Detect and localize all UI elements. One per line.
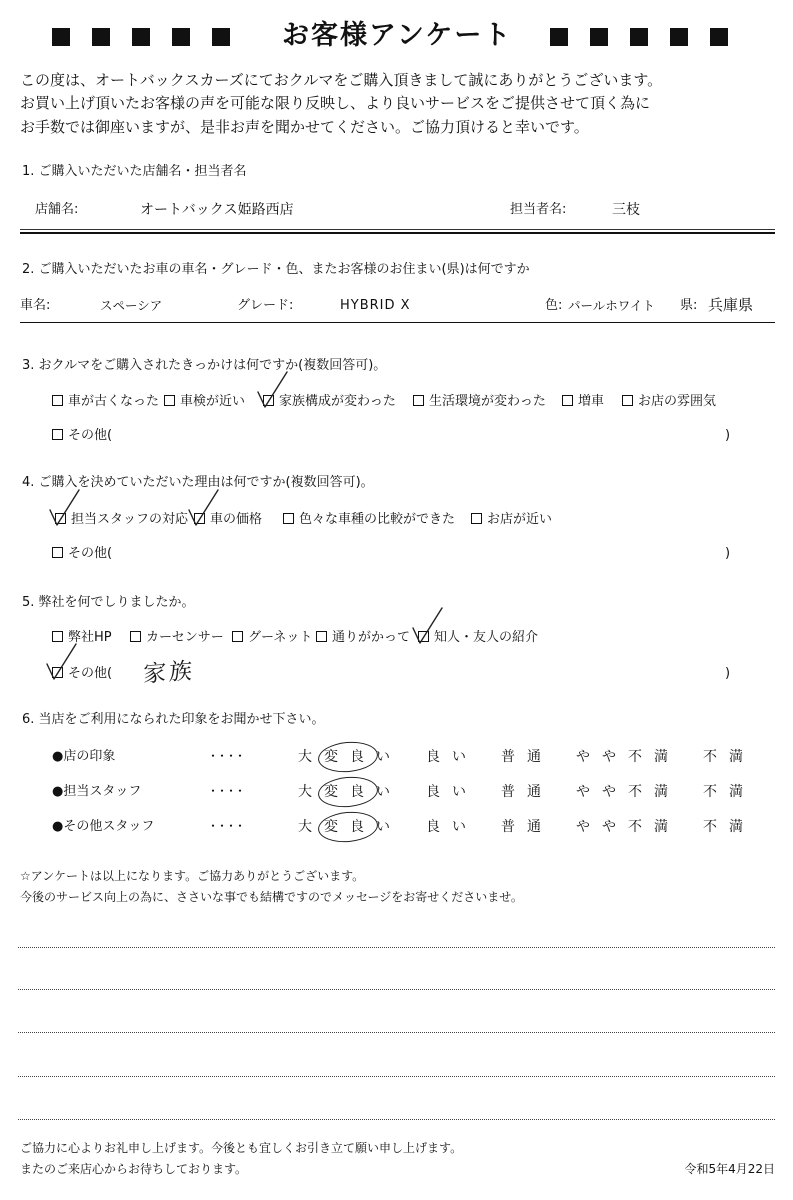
title-square-icon <box>710 28 728 46</box>
q6-heading: 6. 当店をご利用になられた印象をお聞かせ下さい。 <box>22 712 325 727</box>
checkbox <box>52 429 63 440</box>
checkbox <box>52 667 63 678</box>
option-label: 生活環境が変わった <box>429 394 546 409</box>
checkbox <box>164 395 175 406</box>
q4-option-staff-service <box>55 511 188 529</box>
message-line <box>18 1119 775 1120</box>
prefecture-value: 兵庫県 <box>708 296 754 314</box>
q3-option-family-change <box>263 393 396 411</box>
rating-very-good: 大変良い <box>298 749 402 765</box>
rating-somewhat-dissatisfied: やや不満 <box>576 819 680 835</box>
option-label: 担当スタッフの対応 <box>71 512 189 527</box>
checkbox <box>194 513 205 524</box>
option-label: 通りがかって <box>332 630 411 645</box>
option-label: お店の雰囲気 <box>638 394 717 409</box>
message-line <box>18 947 775 948</box>
check-mark-icon <box>256 370 290 410</box>
closing-line: ☆アンケートは以上になります。ご協力ありがとうございます。 <box>20 869 365 883</box>
double-divider <box>20 229 775 234</box>
q5-heading: 5. 弊社を何でしりましたか。 <box>22 595 195 610</box>
store-value: オートバックス姫路西店 <box>140 202 294 218</box>
title-square-icon <box>52 28 70 46</box>
title-square-icon <box>670 28 688 46</box>
title-square-icon <box>132 28 150 46</box>
option-label: その他( <box>68 428 113 443</box>
checkbox <box>263 395 274 406</box>
title-square-icon <box>630 28 648 46</box>
leader-dots: ・・・・ <box>207 819 244 833</box>
title-square-icon <box>590 28 608 46</box>
color-label: 色: <box>545 298 563 313</box>
checkbox <box>130 631 141 642</box>
q3-option-additional-car <box>562 393 604 411</box>
intro-line: お手数では御座いますが、是非お声を聞かせてください。ご協力頂けると幸いです。 <box>20 118 589 136</box>
q4-heading: 4. ご購入を決めていただいた理由は何ですか(複数回答可)。 <box>22 475 374 490</box>
option-label: その他( <box>68 546 113 561</box>
grade-value: HYBRID X <box>340 298 411 313</box>
q4-option-car-price <box>194 511 262 529</box>
q3-heading: 3. おクルマをご購入されたきっかけは何ですか(複数回答可)。 <box>22 358 387 373</box>
checkbox <box>418 631 429 642</box>
rating-somewhat-dissatisfied: やや不満 <box>576 784 680 800</box>
option-label: 色々な車種の比較ができた <box>299 512 456 527</box>
check-mark-icon <box>45 642 79 682</box>
title-square-icon <box>212 28 230 46</box>
leader-dots: ・・・・ <box>207 749 244 763</box>
option-label: 弊社HP <box>68 630 112 645</box>
rating-good: 良い <box>426 784 478 800</box>
checkbox <box>55 513 66 524</box>
q5-option-friend-referral <box>418 629 538 647</box>
q3-option-store-atmosphere <box>622 393 716 411</box>
checkbox <box>562 395 573 406</box>
option-label: 車が古くなった <box>68 394 160 409</box>
option-label: 増車 <box>578 394 605 409</box>
q3-option-other <box>52 427 112 445</box>
staff-value: 三枝 <box>612 202 640 218</box>
q5-option-carsensor <box>130 629 224 647</box>
q5-option-other <box>52 665 112 683</box>
divider <box>20 322 775 323</box>
rating-row-label: ●その他スタッフ <box>52 819 155 834</box>
other-close-paren: ) <box>725 546 731 561</box>
checkbox <box>52 395 63 406</box>
rating-dissatisfied: 不満 <box>703 784 755 800</box>
rating-average: 普通 <box>501 749 553 765</box>
footer-line: またのご来店心からお待ちしております。 <box>20 1162 248 1176</box>
title-square-icon <box>172 28 190 46</box>
q4-option-model-comparison <box>283 511 455 529</box>
option-label: 知人・友人の紹介 <box>434 630 539 645</box>
page-title: お客様アンケート <box>282 20 513 51</box>
car-label: 車名: <box>20 298 51 313</box>
q2-heading: 2. ご購入いただいたお車の車名・グレード・色、またお客様のお住まい(県)は何ですか <box>22 262 530 277</box>
checkbox <box>52 547 63 558</box>
checkbox <box>232 631 243 642</box>
footer-date: 令和5年4月22日 <box>684 1162 775 1176</box>
rating-good: 良い <box>426 819 478 835</box>
checkbox <box>471 513 482 524</box>
leader-dots: ・・・・ <box>207 784 244 798</box>
message-line <box>18 989 775 990</box>
rating-somewhat-dissatisfied: やや不満 <box>576 749 680 765</box>
rating-dissatisfied: 不満 <box>703 819 755 835</box>
title-square-icon <box>550 28 568 46</box>
rating-very-good: 大変良い <box>298 819 402 835</box>
option-label: グーネット <box>248 630 313 645</box>
q3-option-lifestyle-change <box>413 393 546 411</box>
rating-row-label: ●店の印象 <box>52 749 116 764</box>
q3-option-inspection-soon <box>164 393 245 411</box>
message-line <box>18 1076 775 1077</box>
checkbox <box>413 395 424 406</box>
rating-average: 普通 <box>501 784 553 800</box>
check-mark-icon <box>48 488 82 528</box>
q5-option-passing-by <box>316 629 410 647</box>
store-label: 店舗名: <box>35 202 79 217</box>
message-line <box>18 1032 775 1033</box>
option-label: 車検が近い <box>180 394 246 409</box>
staff-label: 担当者名: <box>510 202 567 217</box>
rating-good: 良い <box>426 749 478 765</box>
rating-dissatisfied: 不満 <box>703 749 755 765</box>
rating-row-label: ●担当スタッフ <box>52 784 142 799</box>
checkbox <box>316 631 327 642</box>
other-close-paren: ) <box>725 666 731 681</box>
intro-line: お買い上げ頂いたお客様の声を可能な限り反映し、より良いサービスをご提供させて頂く為に <box>20 94 651 112</box>
q4-option-other <box>52 545 112 563</box>
checkbox <box>52 631 63 642</box>
car-value: スペーシア <box>100 298 163 313</box>
prefecture-label: 県: <box>680 298 698 313</box>
rating-average: 普通 <box>501 819 553 835</box>
q4-option-store-nearby <box>471 511 552 529</box>
q3-option-old-car <box>52 393 159 411</box>
checkbox <box>622 395 633 406</box>
title-square-icon <box>92 28 110 46</box>
checkbox <box>283 513 294 524</box>
q5-option-goo-net <box>232 629 312 647</box>
rating-very-good: 大変良い <box>298 784 402 800</box>
option-label: カーセンサー <box>146 630 224 645</box>
check-mark-icon <box>411 606 445 646</box>
closing-line: 今後のサービス向上の為に、ささいな事でも結構ですのでメッセージをお寄せくださいませ。 <box>20 890 523 904</box>
other-close-paren: ) <box>725 428 731 443</box>
color-value: パールホワイト <box>568 298 655 313</box>
check-mark-icon <box>187 488 221 528</box>
option-label: その他( <box>68 666 113 681</box>
option-label: お店が近い <box>487 512 553 527</box>
option-label: 家族構成が変わった <box>279 394 396 409</box>
intro-line: この度は、オートバックスカーズにておクルマをご購入頂きまして誠にありがとうございます。 <box>20 71 663 89</box>
q1-heading: 1. ご購入いただいた店舗名・担当者名 <box>22 164 247 179</box>
option-label: 車の価格 <box>210 512 263 527</box>
footer-line: ご協力に心よりお礼申し上げます。今後とも宜しくお引き立て願い申し上げます。 <box>20 1141 463 1155</box>
other-answer-handwritten: 家族 <box>142 658 196 688</box>
grade-label: グレード: <box>237 298 294 313</box>
